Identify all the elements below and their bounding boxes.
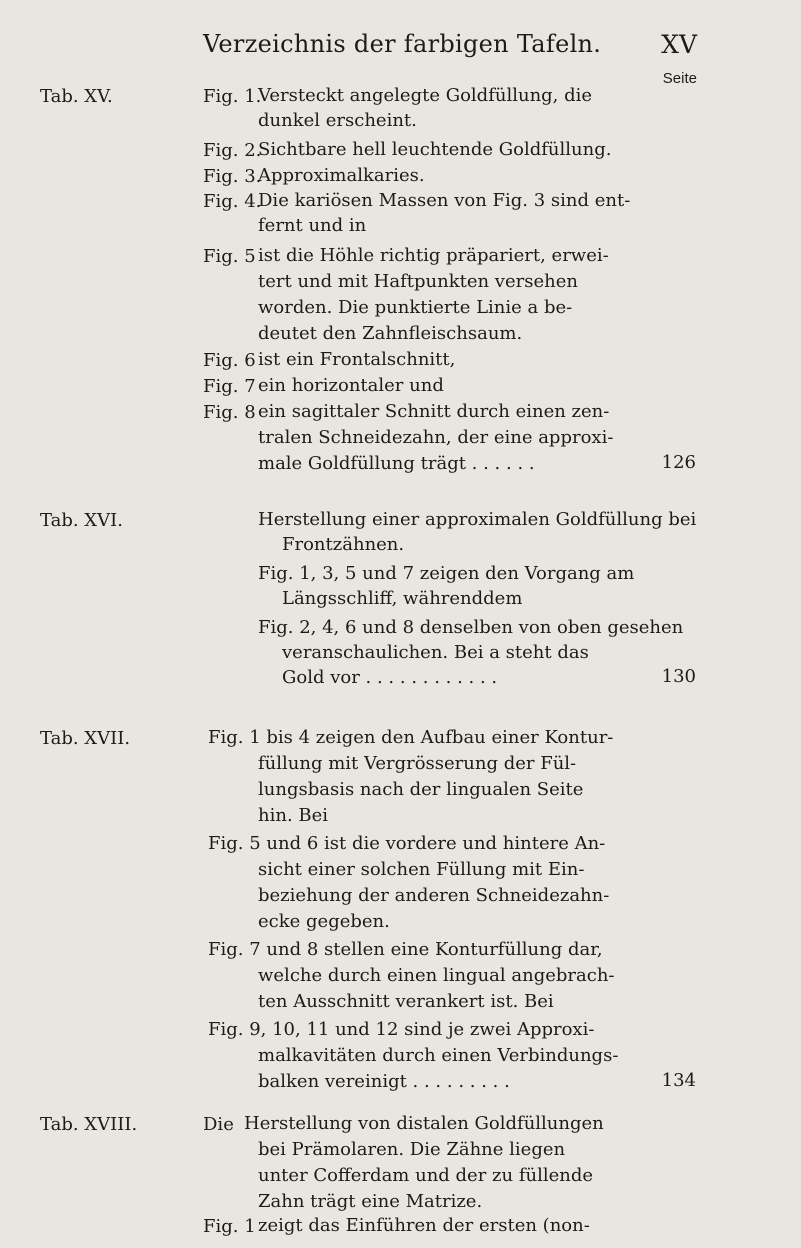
tab-label: Tab. XVIII. bbox=[40, 1114, 138, 1135]
entry-line: Fig. 1, 3, 5 und 7 zeigen den Vorgang am bbox=[258, 563, 635, 584]
entry-line: deutet den Zahnfleischsaum. bbox=[258, 323, 523, 344]
tab-label: Tab. XVI. bbox=[40, 510, 123, 531]
entry-line: Sichtbare hell leuchtende Goldfüllung. bbox=[258, 139, 612, 160]
entry-line: ist die Höhle richtig präpariert, erwei- bbox=[258, 245, 609, 266]
entry-line: Gold vor . . . . . . . . . . . . bbox=[282, 667, 498, 688]
page-ref: 130 bbox=[661, 666, 696, 687]
page-header bbox=[0, 30, 801, 70]
entry-line: bei Prämolaren. Die Zähne liegen bbox=[258, 1139, 566, 1160]
entry-line: malkavitäten durch einen Verbindungs- bbox=[258, 1045, 619, 1066]
entry-line: ecke gegeben. bbox=[258, 911, 390, 932]
tab-label: Tab. XVII. bbox=[40, 728, 131, 749]
entry-line: Fig. 5 und 6 ist die vordere und hintere An- bbox=[208, 833, 606, 854]
entry-line: Fig. 7 und 8 stellen eine Konturfüllung dar, bbox=[208, 939, 603, 960]
entry-line: veranschaulichen. Bei a steht das bbox=[282, 642, 589, 663]
fig-label: Fig. 5 bbox=[203, 246, 256, 267]
entry-line: Herstellung einer approximalen Goldfüllung bei bbox=[258, 509, 697, 530]
fig-label: Fig. 7 bbox=[203, 376, 256, 397]
entry-line: Zahn trägt eine Matrize. bbox=[258, 1191, 483, 1212]
entry-line: Frontzähnen. bbox=[282, 534, 405, 555]
entry-line: Fig. 9, 10, 11 und 12 sind je zwei Approxi- bbox=[208, 1019, 595, 1040]
entry-line: Herstellung von distalen Goldfüllungen bbox=[244, 1113, 604, 1134]
entry-line: Approximalkaries. bbox=[258, 165, 425, 186]
entry-line: zeigt das Einführen der ersten (non- bbox=[258, 1215, 590, 1236]
entry-line: hin. Bei bbox=[258, 805, 329, 826]
entry-line: ein sagittaler Schnitt durch einen zen- bbox=[258, 401, 610, 422]
entry-line: unter Cofferdam und der zu füllende bbox=[258, 1165, 594, 1186]
entry-line: worden. Die punktierte Linie a be- bbox=[258, 297, 573, 318]
entry-line: dunkel erscheint. bbox=[258, 110, 417, 131]
entry-line: Fig. 1 bis 4 zeigen den Aufbau einer Kontur- bbox=[208, 727, 614, 748]
entry-line: füllung mit Vergrösserung der Fül- bbox=[258, 753, 577, 774]
page-number: XV bbox=[661, 30, 697, 59]
tab-label: Tab. XV. bbox=[40, 86, 113, 107]
entry-line: tralen Schneidezahn, der eine approxi- bbox=[258, 427, 614, 448]
entry-line: beziehung der anderen Schneidezahn- bbox=[258, 885, 610, 906]
entry-line: sicht einer solchen Füllung mit Ein- bbox=[258, 859, 585, 880]
fig-label: Fig. 1 bbox=[203, 1216, 256, 1237]
fig-label: Fig. 6 bbox=[203, 350, 256, 371]
fig-label: Fig. 4. bbox=[203, 191, 262, 212]
entry-line: ist ein Frontalschnitt, bbox=[258, 349, 456, 370]
fig-label: Die bbox=[203, 1114, 234, 1135]
entry-line: fernt und in bbox=[258, 215, 367, 236]
entry-line: welche durch einen lingual angebrach- bbox=[258, 965, 615, 986]
entry-line: Längsschliff, währenddem bbox=[282, 588, 523, 609]
page-ref: 126 bbox=[661, 452, 696, 473]
entry-line: Fig. 2, 4, 6 und 8 denselben von oben gesehen bbox=[258, 617, 684, 638]
entry-line: lungsbasis nach der lingualen Seite bbox=[258, 779, 584, 800]
entry-line: tert und mit Haftpunkten versehen bbox=[258, 271, 578, 292]
page-title: Verzeichnis der farbigen Tafeln. bbox=[203, 30, 602, 58]
entry-line: balken vereinigt . . . . . . . . . bbox=[258, 1071, 510, 1092]
fig-label: Fig. 1. bbox=[203, 86, 262, 107]
entry-line: male Goldfüllung trägt . . . . . . bbox=[258, 453, 535, 474]
fig-label: Fig. 3. bbox=[203, 166, 262, 187]
entry-line: ein horizontaler und bbox=[258, 375, 444, 396]
column-label-seite: Seite bbox=[662, 70, 697, 87]
entry-line: Die kariösen Massen von Fig. 3 sind ent- bbox=[258, 190, 631, 211]
fig-label: Fig. 8 bbox=[203, 402, 256, 423]
entry-line: ten Ausschnitt verankert ist. Bei bbox=[258, 991, 554, 1012]
fig-label: Fig. 2. bbox=[203, 140, 262, 161]
page-ref: 134 bbox=[661, 1070, 696, 1091]
entry-line: Versteckt angelegte Goldfüllung, die bbox=[258, 85, 593, 106]
